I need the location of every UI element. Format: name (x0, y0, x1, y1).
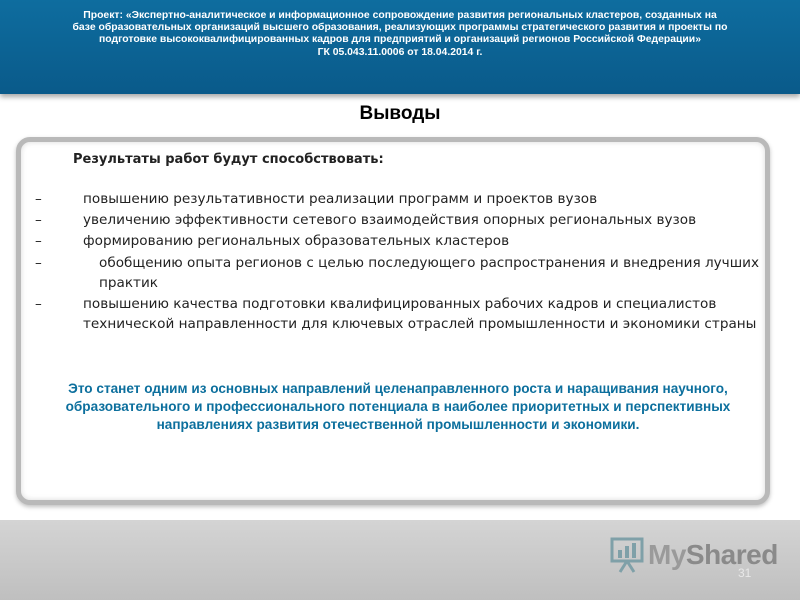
dash-marker: – (35, 296, 42, 313)
dash-marker: – (35, 191, 42, 207)
lead-text: Результаты работ будут способствовать: (73, 152, 384, 167)
list-item-text: повышению качества подготовки квалифицированных рабочих кадров и специалистов технической направленности для ключевых отраслей промышленности и экономики страны (83, 296, 757, 333)
conclusion-text: Это станет одним из основных направлений целенаправленного роста и наращивания научного, образовательного и профессионального потенциала в наиболее приоритетных и перспективных направлениях развития отечественной промышленности и экономики. (65, 381, 731, 432)
list-item (35, 231, 760, 251)
list-item-text: повышению результативности реализации программ и проектов вузов (83, 191, 598, 207)
list-item (35, 210, 760, 230)
dash-marker: – (35, 233, 42, 250)
project-line-4: ГК 05.043.11.0006 от 18.04.2014 г. (317, 46, 483, 58)
list-item (35, 294, 760, 334)
project-description (60, 10, 740, 59)
list-item (35, 253, 760, 293)
header-banner (0, 0, 800, 94)
content-box (16, 137, 770, 505)
project-line-3: подготовке высококвалифицированных кадров для предприятий и организаций регионов Российской Федерации» (99, 34, 701, 46)
list-item (35, 189, 760, 209)
myshared-logo (610, 536, 778, 574)
dash-marker: – (35, 254, 42, 271)
dash-marker: – (35, 212, 42, 229)
list-item-text: увеличению эффективности сетевого взаимодействия опорных региональных вузов (83, 212, 697, 229)
logo-wordmark (648, 539, 778, 571)
presentation-board-icon (610, 536, 644, 574)
project-line-1: Проект: «Экспертно-аналитическое и информационное сопровождение развития региональных кластеров, созданных на (83, 10, 717, 21)
project-line-2: базе образовательных организаций высшего образования, реализующих программы стратегического развития и проекты по (72, 22, 728, 34)
slide-title: Выводы (359, 103, 441, 124)
page-number: 31 (738, 566, 752, 580)
list-item-text: формированию региональных образовательных кластеров (83, 233, 510, 250)
logo-word-shared: Shared (685, 539, 778, 570)
logo-word-my: My (648, 539, 686, 570)
results-list (35, 189, 760, 335)
list-item-text: обобщению опыта регионов с целью последующего распространения и внедрения лучших практик (99, 254, 760, 291)
